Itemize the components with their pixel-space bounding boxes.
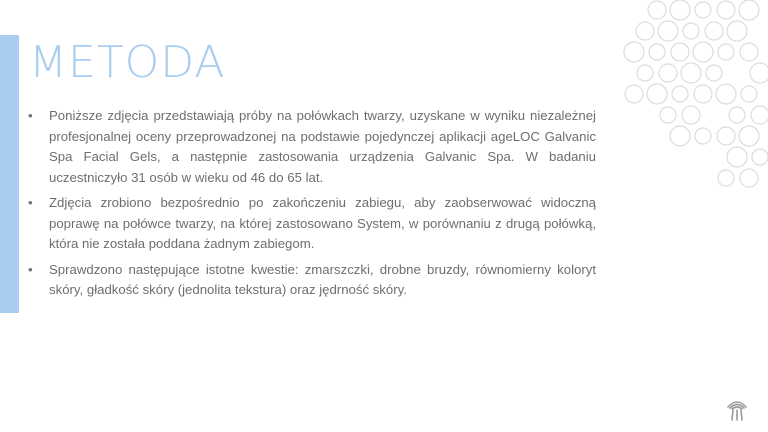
decorative-circle bbox=[695, 2, 711, 18]
decorative-circle bbox=[750, 63, 768, 83]
decorative-circle bbox=[727, 147, 747, 167]
decorative-circle bbox=[706, 65, 722, 81]
brand-logo-icon bbox=[724, 396, 750, 422]
decorative-circle bbox=[660, 107, 676, 123]
decorative-circle bbox=[671, 43, 689, 61]
decorative-circle bbox=[658, 21, 678, 41]
decorative-circle bbox=[751, 106, 768, 124]
bullet-marker: • bbox=[28, 261, 33, 277]
decorative-circle bbox=[729, 107, 745, 123]
slide-title: METODA bbox=[29, 37, 226, 88]
decorative-circle bbox=[740, 169, 758, 187]
decorative-circle bbox=[648, 1, 666, 19]
decorative-circles-pattern bbox=[620, 0, 768, 200]
decorative-circle bbox=[717, 127, 735, 145]
decorative-circle bbox=[752, 149, 768, 165]
decorative-circle bbox=[647, 84, 667, 104]
decorative-circle bbox=[718, 170, 734, 186]
bullet-marker: • bbox=[28, 195, 33, 210]
decorative-circle bbox=[695, 128, 711, 144]
decorative-circle bbox=[681, 63, 701, 83]
bullet-item bbox=[28, 106, 596, 188]
bullet-item bbox=[28, 260, 596, 301]
decorative-circle bbox=[705, 22, 723, 40]
decorative-circle bbox=[670, 0, 690, 20]
decorative-circle bbox=[741, 86, 757, 102]
decorative-circle bbox=[649, 44, 665, 60]
decorative-circle bbox=[636, 22, 654, 40]
decorative-circle bbox=[659, 64, 677, 82]
decorative-circle bbox=[739, 0, 759, 20]
decorative-circle bbox=[740, 43, 758, 61]
decorative-circle bbox=[625, 85, 643, 103]
bullet-text: Poniższe zdjęcia przedstawiają próby na połówkach twarzy, uzyskane w wyniku niezależnej profesjonalnej oceny przeprowadzonej na podstawie pojedynczej aplikacji ageLOC Galvanic Spa Facial Gels, a następnie zastosowania urządzenia Galvanic Spa. W badaniu uczestniczyło 31 osób w wieku od 46 do 65 lat. bbox=[49, 108, 596, 185]
decorative-circle bbox=[694, 85, 712, 103]
decorative-circle bbox=[739, 126, 759, 146]
decorative-circle bbox=[718, 44, 734, 60]
decorative-circle bbox=[624, 42, 644, 62]
decorative-circle bbox=[637, 65, 653, 81]
decorative-circle bbox=[683, 23, 699, 39]
accent-bar bbox=[0, 35, 19, 313]
bullet-text: Zdjęcia zrobiono bezpośrednio po zakończeniu zabiegu, aby zaobserwować widoczną poprawę na połówce twarzy, na której zastosowano System, w porównaniu z drugą połówką, która nie została poddana żadnym zabiegom. bbox=[49, 195, 596, 251]
bullet-list bbox=[28, 106, 596, 306]
bullet-marker: • bbox=[28, 108, 33, 123]
bullet-text: Sprawdzono następujące istotne kwestie: zmarszczki, drobne bruzdy, równomierny koloryt skóry, gładkość skóry (jednolita tekstura) oraz jędrność skóry. bbox=[49, 261, 596, 297]
decorative-circle bbox=[672, 86, 688, 102]
decorative-circle bbox=[670, 126, 690, 146]
decorative-circle bbox=[727, 21, 747, 41]
decorative-circle bbox=[682, 106, 700, 124]
decorative-circle bbox=[716, 84, 736, 104]
decorative-circle bbox=[693, 42, 713, 62]
bullet-item bbox=[28, 193, 596, 255]
decorative-circle bbox=[717, 1, 735, 19]
